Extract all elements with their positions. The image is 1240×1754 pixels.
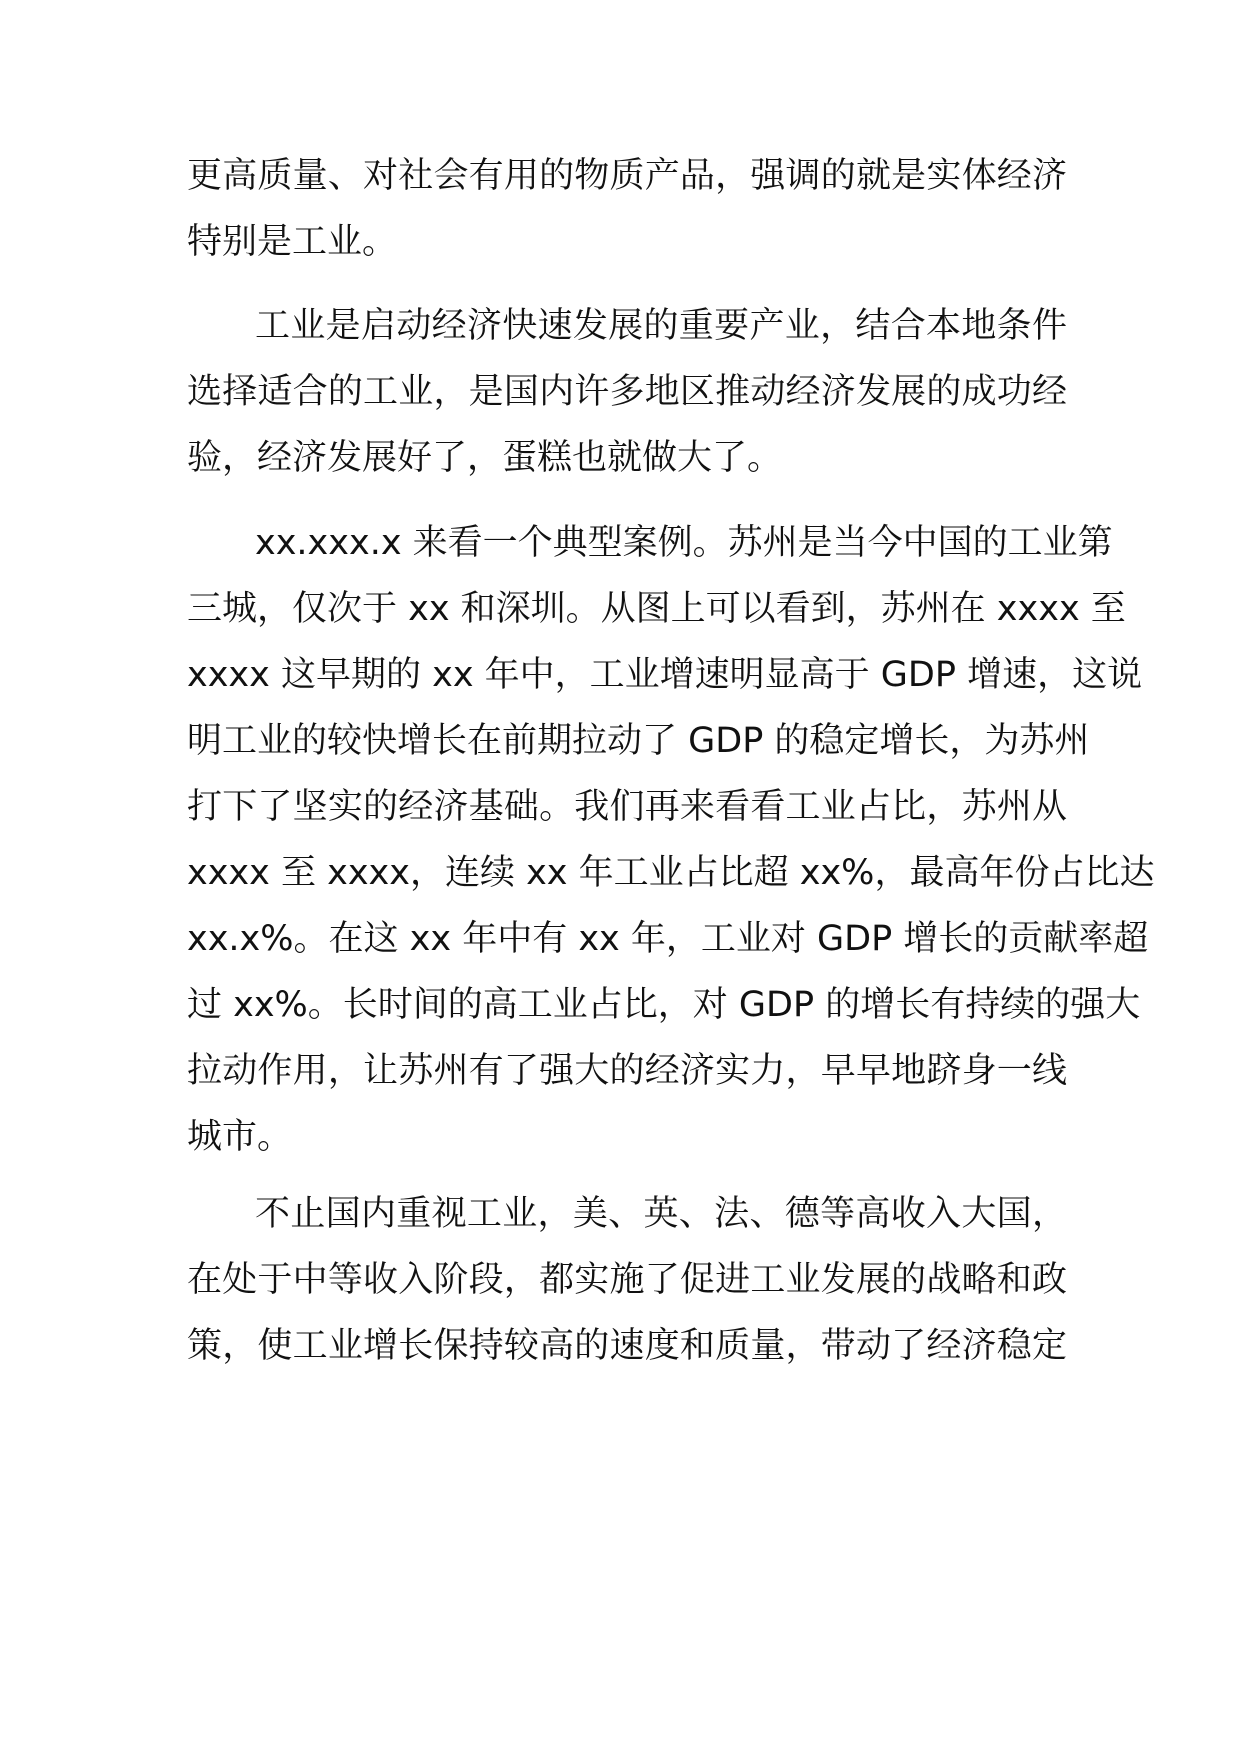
text-line: 拉动作用，让苏州有了强大的经济实力，早早地跻身一线 [187,1051,1067,1091]
text-line: 不止国内重视工业，美、英、法、德等高收入大国， [255,1194,1067,1234]
text-line: 工业是启动经济快速发展的重要产业，结合本地条件 [255,306,1067,346]
text-line: 明工业的较快增长在前期拉动了 GDP 的稳定增长，为苏州 [187,721,1090,761]
text-line: xxxx 至 xxxx，连续 xx 年工业占比超 xx%，最高年份占比达 [187,853,1155,893]
text-line: 策，使工业增长保持较高的速度和质量，带动了经济稳定 [187,1326,1067,1366]
text-line: 城市。 [187,1117,293,1157]
text-line: xxxx 这早期的 xx 年中，工业增速明显高于 GDP 增速，这说 [187,655,1143,695]
text-line: 验，经济发展好了，蛋糕也就做大了。 [187,438,783,478]
text-line: 打下了坚实的经济基础。我们再来看看工业占比，苏州从 [187,787,1067,827]
text-line: 更高质量、对社会有用的物质产品，强调的就是实体经济 [187,156,1067,196]
text-line: 三城，仅次于 xx 和深圳。从图上可以看到，苏州在 xxxx 至 [187,589,1126,629]
text-line: 在处于中等收入阶段，都实施了促进工业发展的战略和政 [187,1260,1067,1300]
text-line: 过 xx%。长时间的高工业占比，对 GDP 的增长有持续的强大 [187,985,1141,1025]
text-line: 特别是工业。 [187,222,398,262]
text-line: xx.xxx.x 来看一个典型案例。苏州是当今中国的工业第 [255,523,1113,563]
text-line: xx.x%。在这 xx 年中有 xx 年，工业对 GDP 增长的贡献率超 [187,919,1149,959]
text-line: 选择适合的工业，是国内许多地区推动经济发展的成功经 [187,372,1067,412]
